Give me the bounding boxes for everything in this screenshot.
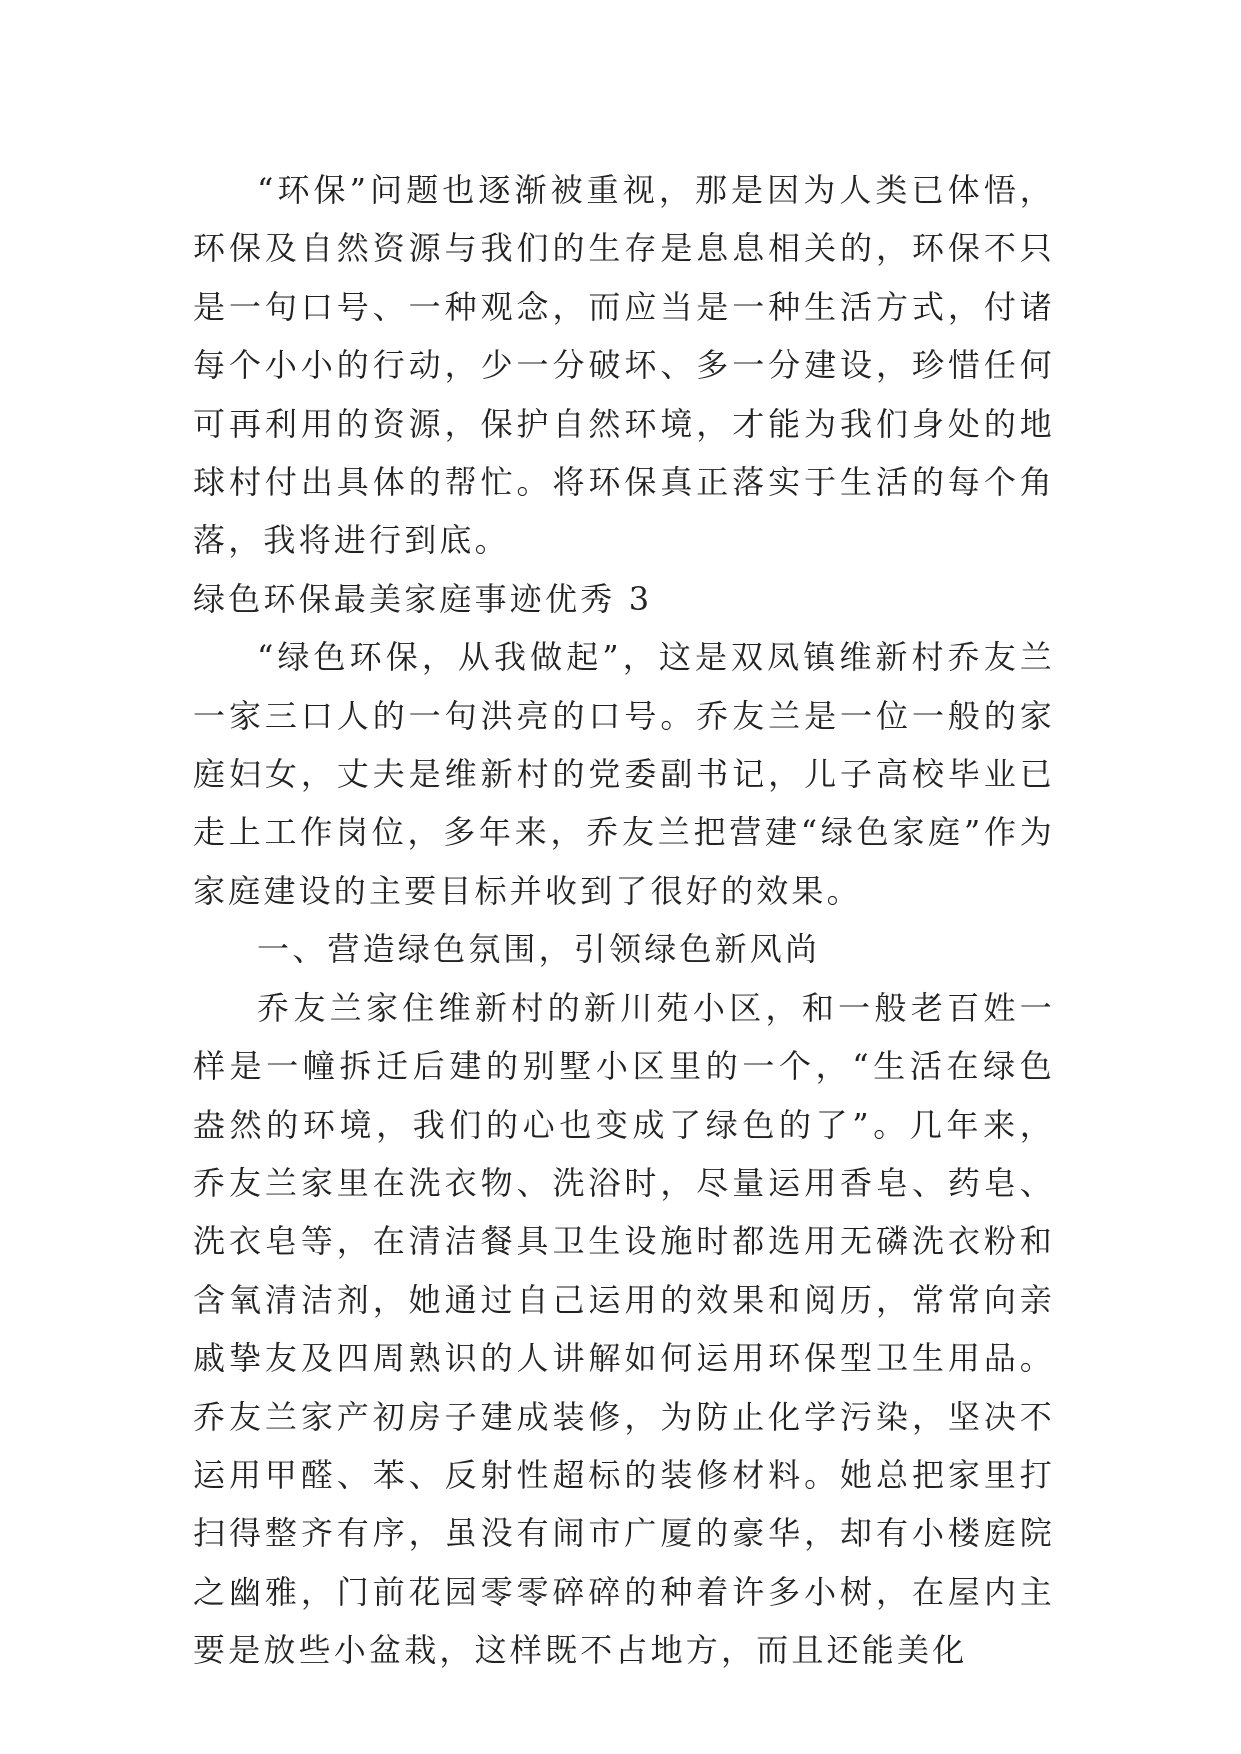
document-body	[193, 161, 1055, 1680]
section-title: 绿色环保最美家庭事迹优秀 3	[193, 579, 653, 618]
paragraph-green-household-details: 乔友兰家住维新村的新川苑小区，和一般老百姓一样是一幢拆迁后建的别墅小区里的一个，“生活在绿色盎然的环境，我们的心也变成了绿色的了”。几年来，乔友兰家里在洗衣物、洗浴时，尽量运用香皂、药皂、洗衣皂等，在清洁餐具卫生设施时都选用无磷洗衣粉和含氧清洁剂，她通过自己运用的效果和阅历，常常向亲戚挚友及四周熟识的人讲解如何运用环保型卫生用品。乔友兰家产初房子建成装修，为防止化学污染，坚决不运用甲醛、苯、反射性超标的装修材料。她总把家里打扫得整齐有序，虽没有闹市广厦的豪华，却有小楼庭院之幽雅，门前花园零零碎碎的种着许多小树，在屋内主要是放些小盆栽，这样既不占地方，而且还能美化	[193, 988, 1055, 1670]
paragraph-family-introduction: “绿色环保，从我做起”，这是双凤镇维新村乔友兰一家三口人的一句洪亮的口号。乔友兰是一位一般的家庭妇女，丈夫是维新村的党委副书记，儿子高校毕业已走上工作岗位，多年来，乔友兰把营建“绿色家庭”作为家庭建设的主要目标并收到了很好的效果。	[193, 638, 1055, 910]
paragraph-environmental-awareness: “环保”问题也逐渐被重视，那是因为人类已体悟，环保及自然资源与我们的生存是息息相关的，环保不只是一句口号、一种观念，而应当是一种生活方式，付诸每个小小的行动，少一分破坏、多一分建设，珍惜任何可再利用的资源，保护自然环境，才能为我们身处的地球村付出具体的帮忙。将环保真正落实于生活的每个角落，我将进行到底。	[193, 171, 1055, 560]
subheading-green-atmosphere: 一、营造绿色氛围，引领绿色新风尚	[257, 930, 821, 969]
